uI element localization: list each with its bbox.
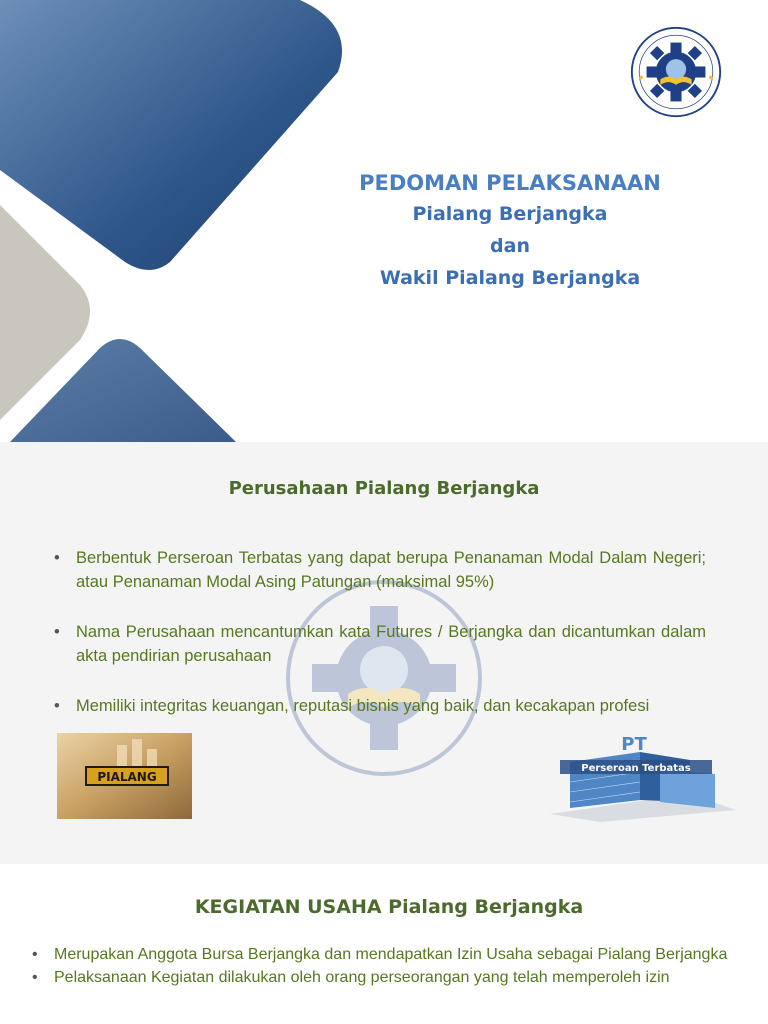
pt-label: PT bbox=[621, 734, 647, 755]
list-item: • Pelaksanaan Kegiatan dilakukan oleh orang perseorangan yang telah memperoleh izin bbox=[32, 966, 745, 989]
slide3-bullet-list bbox=[32, 943, 745, 989]
slide3-heading: KEGIATAN USAHA Pialang Berjangka bbox=[194, 896, 584, 918]
slide2-bullet-list bbox=[54, 546, 706, 744]
blue-diamond-shape bbox=[0, 0, 342, 270]
list-item: • Merupakan Anggota Bursa Berjangka dan mendapatkan Izin Usaha sebagai Pialang Berjangka bbox=[32, 943, 745, 966]
list-item: • Nama Perusahaan mencantumkan kata Futures / Berjangka dan dicantumkan dalam akta pendirian perusahaan bbox=[54, 620, 706, 668]
bullet-dot: • bbox=[54, 697, 60, 715]
title-block bbox=[300, 168, 720, 294]
list-item: • Memiliki integritas keuangan, reputasi bisnis yang baik, dan kecakapan profesi bbox=[54, 694, 706, 718]
pialang-sign-text: PIALANG bbox=[97, 770, 157, 784]
logo-seal bbox=[630, 26, 722, 118]
title-line-pialang: Pialang Berjangka bbox=[412, 203, 608, 225]
slide-divider bbox=[0, 864, 768, 872]
bullet-dot: • bbox=[54, 623, 60, 641]
slide-title bbox=[0, 0, 768, 442]
slide2-heading: Perusahaan Pialang Berjangka bbox=[228, 478, 540, 499]
list-item: • Berbentuk Perseroan Terbatas yang dapat berupa Penanaman Modal Dalam Negeri; atau Penanaman Modal Asing Patungan (maksimal 95%) bbox=[54, 546, 706, 594]
title-line-dan: dan bbox=[490, 235, 530, 257]
title-line-wakil: Wakil Pialang Berjangka bbox=[379, 267, 641, 289]
bullet-dot: • bbox=[32, 946, 38, 963]
bullet-dot: • bbox=[54, 549, 60, 567]
title-main: PEDOMAN PELAKSANAAN bbox=[359, 171, 661, 195]
bullet-dot: • bbox=[32, 969, 38, 986]
perseroan-terbatas-image bbox=[540, 730, 738, 822]
perseroan-terbatas-label: Perseroan Terbatas bbox=[581, 763, 691, 774]
pialang-sign-image bbox=[57, 733, 192, 819]
